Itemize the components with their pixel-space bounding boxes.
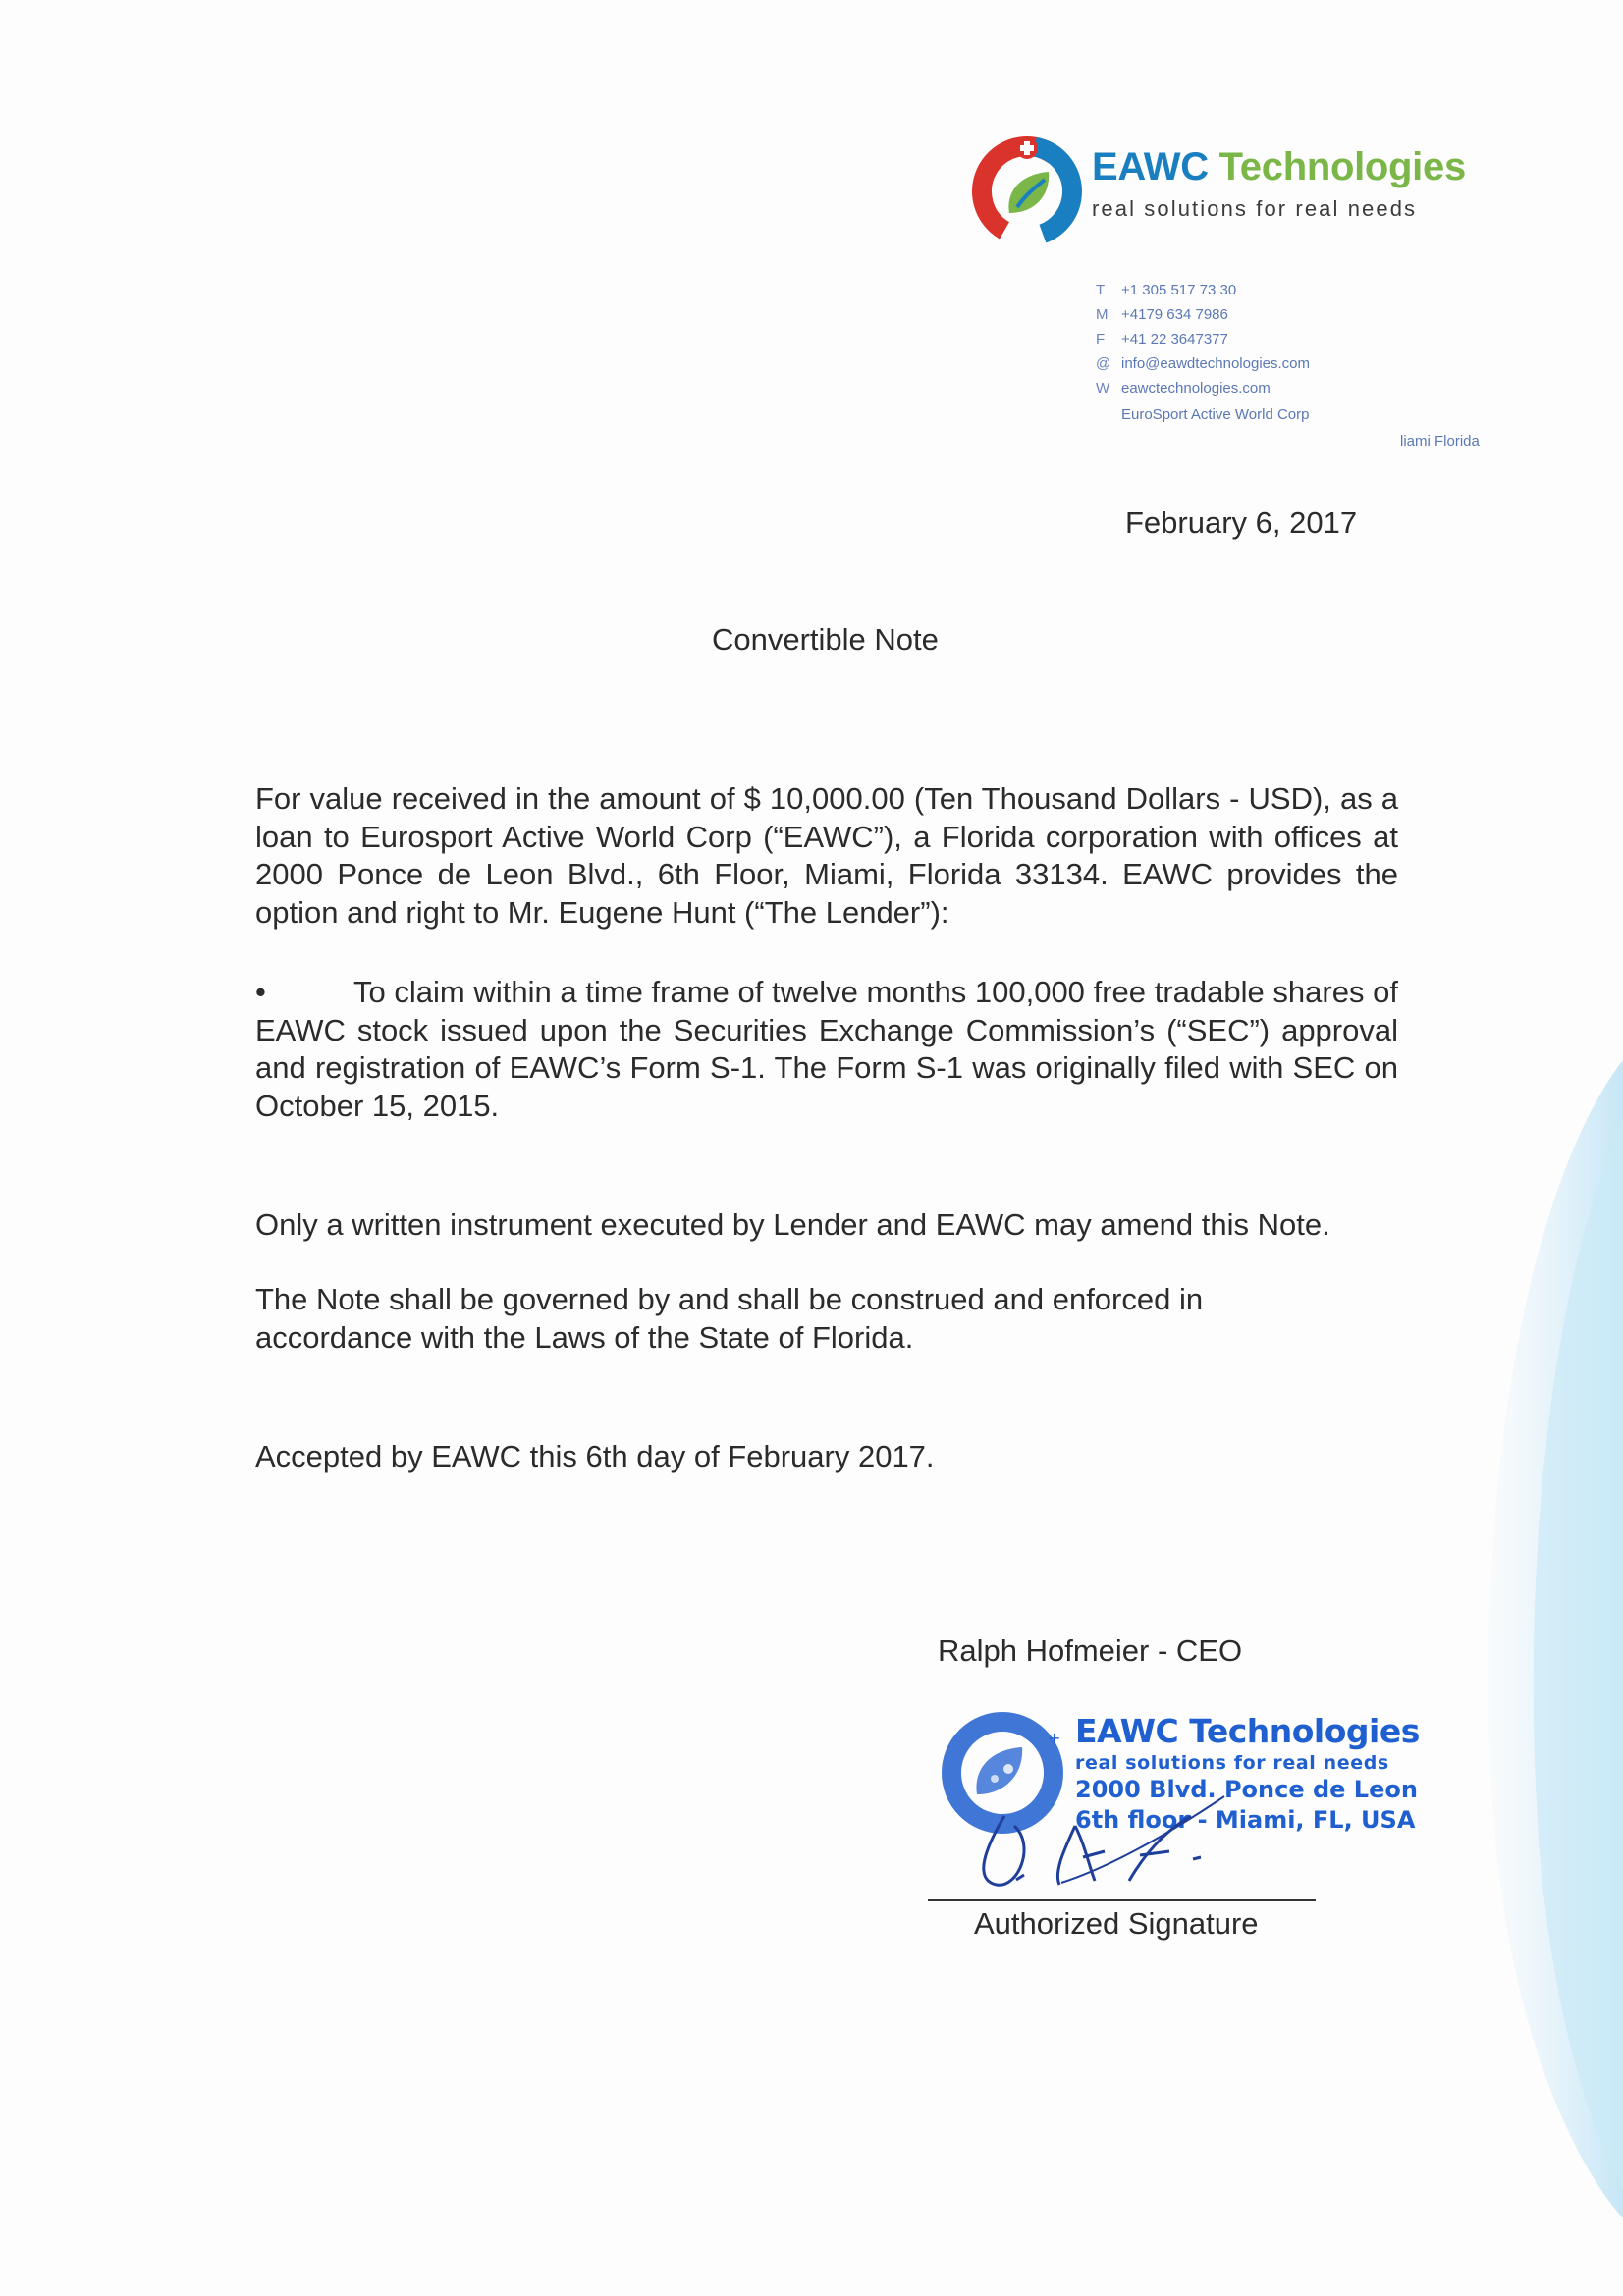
contact-block (1096, 278, 1310, 400)
paragraph-amendment: Only a written instrument executed by Lender and EAWC may amend this Note. (255, 1207, 1330, 1242)
brand-name (1092, 145, 1466, 189)
contact-value: info@eawdtechnologies.com (1121, 355, 1311, 372)
contact-key: M (1096, 306, 1109, 323)
contact-value: +41 22 3647377 (1121, 331, 1228, 347)
contact-row-phone (1096, 278, 1310, 302)
svg-text:+: + (1048, 1729, 1061, 1747)
contact-row-fax (1096, 327, 1310, 351)
authorized-signature-label: Authorized Signature (974, 1906, 1259, 1941)
contact-value: +4179 634 7986 (1121, 306, 1228, 323)
letter-date: February 6, 2017 (1125, 506, 1358, 540)
contact-row-web (1096, 376, 1310, 400)
contact-key: @ (1096, 355, 1111, 372)
contact-row-email (1096, 351, 1310, 376)
brand-primary: EAWC (1092, 145, 1209, 188)
signer-name: Ralph Hofmeier - CEO (938, 1633, 1243, 1668)
contact-value: eawctechnologies.com (1121, 380, 1271, 397)
company-logo-icon (970, 134, 1084, 248)
bullet-item-share-claim (255, 974, 1398, 1125)
stamp-address-2: 6th floor - Miami, FL, USA (1075, 1806, 1416, 1834)
paragraph-loan-terms: For value received in the amount of $ 10,000.00 (Ten Thousand Dollars - USD), as a loan to Eurosport Active World Corp (“EAWC”), a Florida corporation with offices at 2000 Ponce de Leon Blvd., 6th Floor, Miami, Florida 33134. EAWC provides the option and right to Mr. Eugene Hunt (“The Lender”): (255, 781, 1398, 930)
decorative-swoosh (1414, 1060, 1623, 2218)
contact-value: +1 305 517 73 30 (1121, 282, 1237, 298)
contact-key: W (1096, 380, 1110, 397)
document-title: Convertible Note (712, 622, 939, 657)
contact-row-mobile (1096, 302, 1310, 327)
contact-key: F (1096, 331, 1106, 347)
contact-key: T (1096, 282, 1106, 298)
stamp-tagline: real solutions for real needs (1075, 1752, 1389, 1774)
bullet-marker: • (255, 975, 266, 1009)
stamp-address-1: 2000 Blvd. Ponce de Leon (1075, 1776, 1418, 1803)
brand-tagline: real solutions for real needs (1092, 196, 1418, 221)
paragraph-accepted: Accepted by EAWC this 6th day of February 2017. (255, 1439, 935, 1473)
handwritten-signature-icon (967, 1787, 1232, 1895)
company-line: EuroSport Active World Corp (1121, 406, 1310, 423)
bullet-text: To claim within a time frame of twelve months 100,000 free tradable shares of EAWC stock issued upon the Securities Exchange Commission’s (“SEC”) approval and registration of EAWC’s Form S-1. The Form S-1 was originally filed with SEC on October 15, 2015. (255, 975, 1398, 1123)
stamp-brand: EAWC Technologies (1075, 1712, 1420, 1750)
brand-secondary: Technologies (1218, 145, 1466, 188)
signature-line (928, 1899, 1316, 1901)
city-line: liami Florida (1400, 433, 1480, 450)
paragraph-governing-law: The Note shall be governed by and shall be construed and enforced in accordance with the Laws of the State of Florida. (255, 1282, 1204, 1355)
